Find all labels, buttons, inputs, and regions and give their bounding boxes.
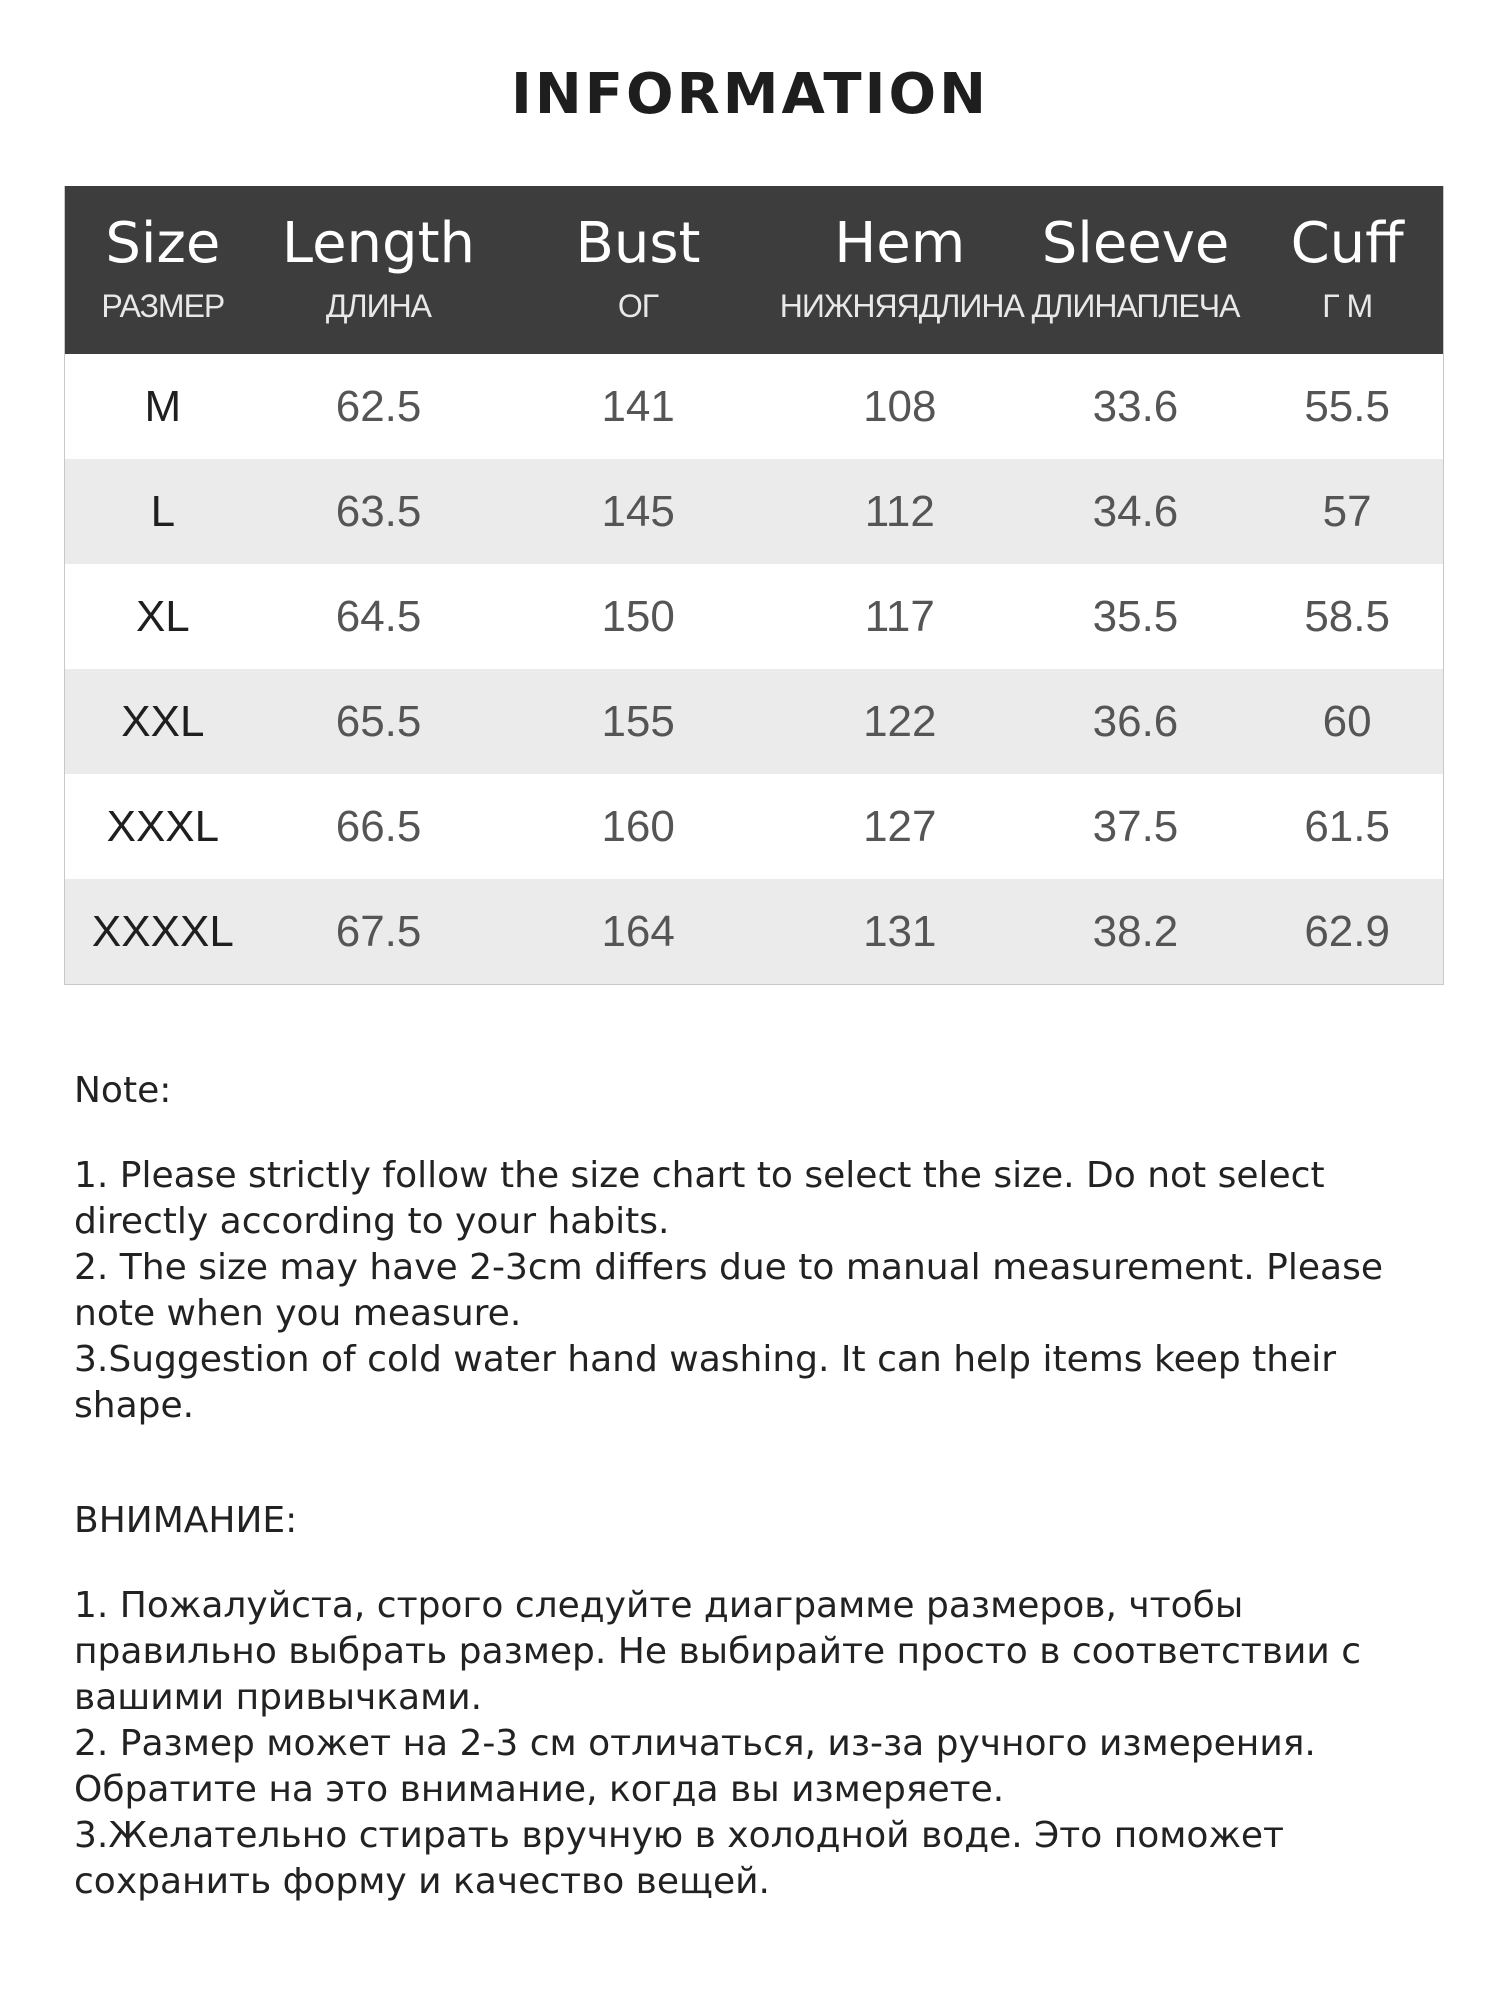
cell-hem: 122 [863,696,937,746]
cell-hem: 112 [864,486,935,536]
header-size [65,186,261,354]
cell-cuff: 55.5 [1304,381,1390,431]
cell-sleeve: 37.5 [1092,801,1179,851]
header-label-ru: Г М [1322,288,1373,324]
cell-sleeve: 34.6 [1092,486,1179,536]
cell-hem: 117 [864,591,935,641]
cell-size: L [150,486,176,536]
header-label-ru: НИЖНЯЯДЛИНА [779,288,1024,324]
header-label-en: Bust [575,211,701,276]
header-label-en: Cuff [1290,211,1404,276]
header-cuff [1251,186,1443,354]
table-row [65,774,1443,879]
cell-cuff: 57 [1322,486,1372,536]
table-row [65,669,1443,774]
note-heading: ВНИМАНИЕ: [74,1500,298,1541]
cell-length: 65.5 [335,696,422,746]
cell-length: 62.5 [335,381,422,431]
header-sleeve [1020,186,1252,354]
cell-bust: 164 [601,906,675,956]
cell-length: 64.5 [335,591,422,641]
cell-length: 67.5 [335,906,422,956]
note-heading: Note: [74,1070,172,1111]
note-item: 3.Желательно стирать вручную в холодной воде. Это поможет сохранить форму и качество вещей. [74,1815,1284,1902]
cell-bust: 150 [601,591,675,641]
header-label-ru: РАЗМЕР [101,288,225,324]
table-row [65,879,1443,984]
cell-bust: 160 [601,801,675,851]
table-row [65,564,1443,669]
note-russian [74,1500,1454,1905]
header-label-ru: ОГ [617,288,659,324]
size-chart-table [64,186,1444,985]
cell-sleeve: 35.5 [1092,591,1179,641]
cell-bust: 155 [601,696,675,746]
page-title: INFORMATION [511,62,989,127]
table-row [65,459,1443,564]
header-label-en: Sleeve [1041,211,1230,276]
cell-length: 66.5 [335,801,422,851]
header-bust [496,186,780,354]
note-item: 1. Please strictly follow the size chart to select the size. Do not select directly according to your habits. [74,1155,1325,1242]
cell-sleeve: 33.6 [1092,381,1179,431]
cell-size: XXXL [106,801,220,851]
cell-cuff: 60 [1322,696,1372,746]
header-length [261,186,497,354]
header-label-ru: ДЛИНА [325,288,432,324]
cell-sleeve: 38.2 [1092,906,1179,956]
cell-length: 63.5 [335,486,422,536]
cell-sleeve: 36.6 [1092,696,1179,746]
header-label-ru: ДЛИНАПЛЕЧА [1031,288,1240,324]
note-item: 2. The size may have 2-3cm differs due to manual measurement. Please note when you measure. [74,1247,1383,1334]
cell-cuff: 62.9 [1304,906,1390,956]
table-header [65,186,1443,354]
cell-cuff: 58.5 [1304,591,1390,641]
cell-bust: 141 [601,381,675,431]
header-label-en: Hem [834,211,966,276]
cell-size: XL [135,591,190,641]
header-hem [779,186,1024,354]
cell-size: XXL [121,696,205,746]
cell-size: M [144,381,182,431]
note-english [74,1070,1444,1429]
header-label-en: Size [105,211,221,276]
cell-cuff: 61.5 [1304,801,1390,851]
cell-size: XXXXL [91,906,234,956]
header-label-en: Length [281,211,476,276]
cell-hem: 131 [863,906,937,956]
cell-hem: 108 [863,381,937,431]
table-row [65,354,1443,459]
cell-bust: 145 [601,486,675,536]
cell-hem: 127 [863,801,937,851]
note-item: 2. Размер может на 2-3 см отличаться, из-за ручного измерения. Обратите на это внимание, когда вы измеряете. [74,1723,1316,1810]
note-item: 1. Пожалуйста, строго следуйте диаграмме размеров, чтобы правильно выбрать размер. Не выбирайте просто в соответствии с вашими привычками. [74,1585,1362,1718]
note-item: 3.Suggestion of cold water hand washing. It can help items keep their shape. [74,1339,1337,1426]
